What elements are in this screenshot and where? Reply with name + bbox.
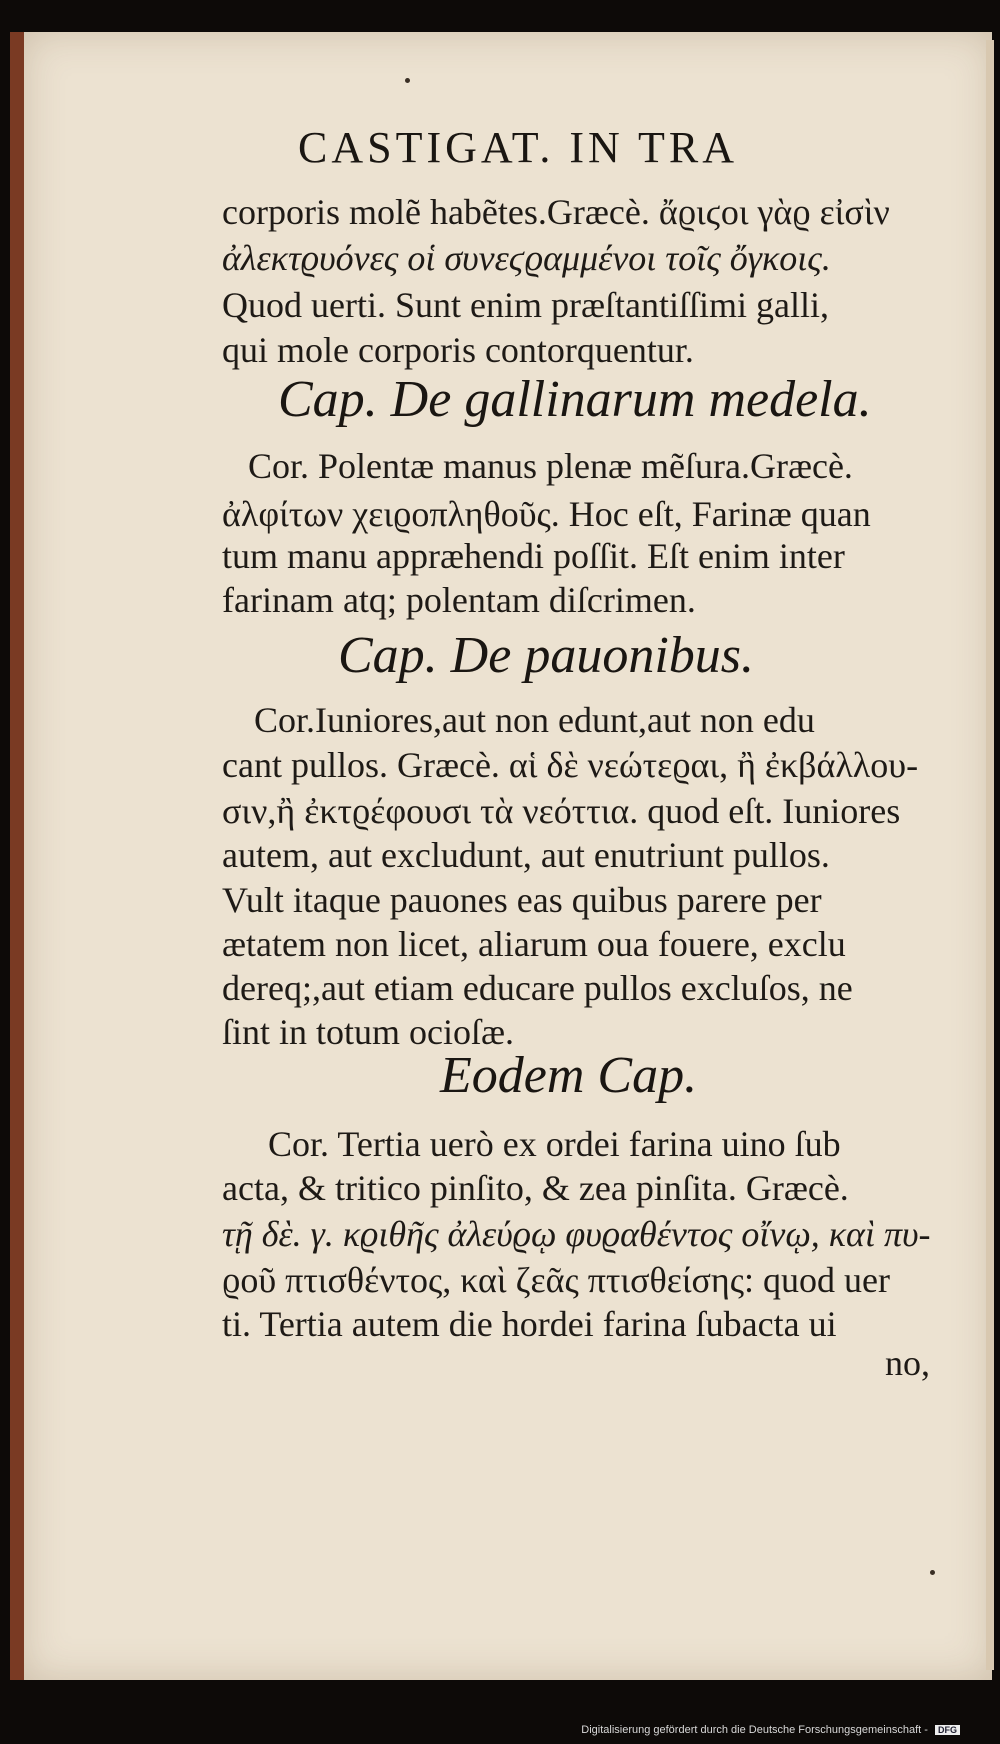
catchword: no, [885, 1343, 930, 1383]
text-line: Cor. Tertia uerò ex ordei farina uino ſub [268, 1124, 841, 1164]
page-edge [986, 40, 994, 1670]
text-line: ti. Tertia autem die hordei farina ſubacta ui [222, 1304, 837, 1344]
text-line: τῇ δὲ. γ. κϱιθῆς ἀλεύϱῳ φυϱαθέντος οἴνῳ, καὶ πυ- [222, 1214, 931, 1254]
ink-speck [405, 78, 410, 83]
text-line: Cor. Polentæ manus plenæ mẽſura.Græcè. [248, 446, 853, 486]
text-line: acta, & tritico pinſito, & zea pinſita. Græcè. [222, 1168, 849, 1208]
text-line: tum manu appræhendi poſſit. Eſt enim inter [222, 536, 845, 576]
text-line: cant pullos. Græcè. αἱ δὲ νεώτεϱαι, ἢ ἐκβάλλου- [222, 745, 919, 785]
text-line: farinam atq; polentam diſcrimen. [222, 580, 696, 620]
digitization-credit [581, 1724, 960, 1736]
text-line: corporis molẽ habẽtes.Græcè. ἄϱιϛοι γὰϱ εἰσὶν [222, 192, 890, 232]
text-line: Cor.Iuniores,aut non edunt,aut non edu [254, 700, 815, 740]
text-line: ἀλεκτϱυόνες οἱ συνεϛϱαμμένοι τοῖς ὄγκοις. [222, 238, 831, 278]
text-line: Quod uerti. Sunt enim præſtantiſſimi galli, [222, 285, 829, 325]
text-line: Vult itaque pauones eas quibus parere per [222, 880, 822, 920]
text-line: ætatem non licet, aliarum oua fouere, exclu [222, 924, 846, 964]
chapter-heading: Cap. De pauonibus. [338, 627, 754, 684]
credit-text: Digitalisierung gefördert durch die Deutsche Forschungsgemeinschaft - [581, 1724, 928, 1736]
text-line: autem, aut excludunt, aut enutriunt pullos. [222, 835, 830, 875]
text-line: dereq;,aut etiam educare pullos excluſos, ne [222, 968, 853, 1008]
chapter-heading: Eodem Cap. [440, 1047, 698, 1104]
text-line: ſint in totum ocioſæ. [222, 1012, 515, 1052]
chapter-heading: Cap. De gallinarum medela. [278, 371, 872, 428]
text-line: ϱοῦ πτισθέντος, καὶ ζεᾶς πτισθείσης: quod uer [222, 1260, 890, 1300]
running-head: CASTIGAT. IN TRA [298, 123, 739, 172]
text-line: qui mole corporis contorquentur. [222, 330, 694, 370]
ink-speck [930, 1570, 935, 1575]
dfg-logo: DFG [935, 1725, 960, 1735]
text-line: ἀλφίτων χειϱοπληθοῦς. Hoc eſt, Farinæ quan [222, 494, 871, 534]
text-line: σιν,ἢ ἐκτϱέφουσι τὰ νεόττια. quod eſt. Iuniores [222, 791, 901, 831]
